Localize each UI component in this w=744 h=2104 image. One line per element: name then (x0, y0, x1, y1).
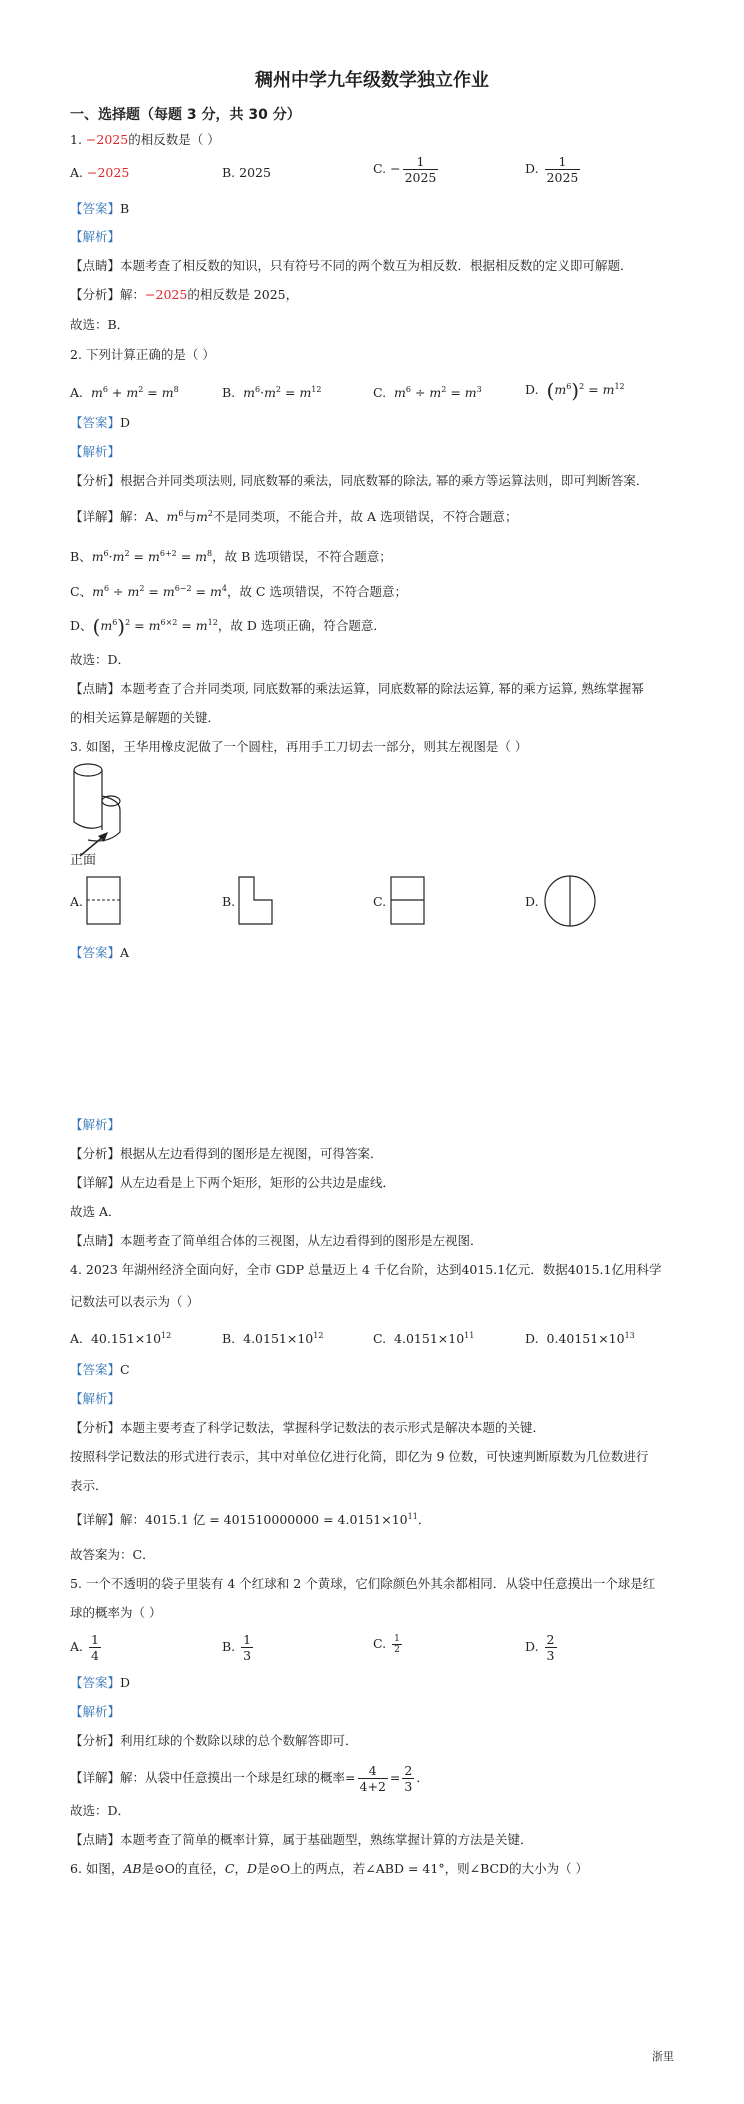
q2-analysis-tag: 【解析】 (70, 444, 121, 459)
q3-option-b: B. (222, 894, 236, 909)
q5-detail: 【详解】解：从袋中任意摸出一个球是红球的概率= $\frac{4}{4+2}$ = $\frac{2}{3}$ ． (70, 1763, 429, 1794)
q3-stem: 3. 如图，王华用橡皮泥做了一个圆柱，再用手工刀切去一部分，则其左视图是（ ） (70, 739, 528, 754)
q3-analysis-tag: 【解析】 (70, 1117, 121, 1132)
q5-analysis-tag: 【解析】 (70, 1704, 121, 1719)
q1-option-d: D. $\frac{1}{2025}$ (525, 154, 579, 185)
q2-comment-1: 【点睛】本题考查了合并同类项, 同底数幂的乘法运算，同底数幂的除法运算, 幂的乘方运算, 熟练掌握幂 (70, 681, 644, 696)
q5-fenxi: 【分析】利用红球的个数除以球的总个数解答即可． (70, 1733, 358, 1748)
q1-comment: 【点睛】本题考查了相反数的知识，只有符号不同的两个数互为相反数．根据相反数的定义即可解题． (70, 258, 633, 273)
section-heading: 一、选择题（每题 3 分，共 30 分） (70, 107, 301, 123)
q3-option-d: D. (525, 894, 539, 909)
q4-option-a: A. $40.151\times 10^{12}$ (70, 1331, 172, 1347)
q4-answer: 【答案】C (70, 1362, 130, 1377)
q2-detail-a: 【详解】解：A、$m^6$与$m^2$不是同类项，不能合并，故 A 选项错误，不符合题意； (70, 509, 518, 525)
q3-fenxi: 【分析】根据从左边看得到的图形是左视图，可得答案． (70, 1146, 383, 1161)
q3-figure-d (543, 874, 597, 928)
q4-detail: 【详解】解：4015.1 亿 = $401510000000 = 4.0151\times 10^{11}$． (70, 1512, 431, 1528)
q3-option-a: A. (70, 894, 84, 909)
q2-answer: 【答案】D (70, 415, 131, 430)
q3-comment: 【点睛】本题考查了简单组合体的三视图，从左边看得到的图形是左视图． (70, 1233, 483, 1248)
q6-stem: 6. 如图，AB是⊙O的直径，C，D是⊙O上的两点，若∠ABD = 41°，则∠BCD的大小为（ ） (70, 1861, 589, 1876)
q2-detail-b: B、$m^6\cdot m^2 = m^{6+2} = m^8$，故 B 选项错误，不符合题意； (70, 549, 392, 565)
q5-stem-1: 5. 一个不透明的袋子里装有 4 个红球和 2 个黄球，它们除颜色外其余都相同．从袋中任意摸出一个球是红 (70, 1576, 656, 1591)
q2-fenxi: 【分析】根据合并同类项法则, 同底数幂的乘法，同底数幂的除法, 幂的乘方等运算法则，即可判断答案． (70, 473, 649, 488)
q5-answer: 【答案】D (70, 1675, 131, 1690)
q4-stem-1: 4. 2023 年湖州经济全面向好，全市 GDP 总量迈上 4 千亿台阶，达到4015.1亿元．数据4015.1亿用科学 (70, 1262, 662, 1277)
q4-fenxi-3: 表示． (70, 1478, 108, 1493)
q4-fenxi-1: 【分析】本题主要考查了科学记数法，掌握科学记数法的表示形式是解决本题的关键． (70, 1420, 546, 1435)
q4-option-c: C. $4.0151\times 10^{11}$ (373, 1331, 475, 1347)
q1-stem: 1. −2025的相反数是（ ） (70, 132, 220, 147)
q2-comment-2: 的相关运算是解题的关键． (70, 710, 221, 725)
q3-figure-c (390, 876, 426, 926)
page-title: 稠州中学九年级数学独立作业 (255, 70, 489, 91)
q5-conclusion: 故选：D． (70, 1803, 131, 1818)
q1-option-a: A. −2025 (70, 165, 130, 180)
q4-conclusion: 故答案为：C． (70, 1547, 155, 1562)
front-label: 正面 (70, 853, 97, 868)
q1-value: −2025 (85, 132, 129, 147)
q1-conclusion: 故选：B． (70, 317, 130, 332)
q3-option-c: C. (373, 894, 387, 909)
q3-figure-b (238, 876, 278, 926)
q3-conclusion: 故选 A． (70, 1204, 121, 1219)
q4-analysis-tag: 【解析】 (70, 1391, 121, 1406)
q4-stem-2: 记数法可以表示为（ ） (70, 1294, 199, 1309)
q3-figure-a (86, 876, 122, 926)
q5-option-c: C. $\frac{1}{2}$ (373, 1634, 400, 1655)
q1-option-b: B. 2025 (222, 165, 271, 180)
q5-stem-2: 球的概率为（ ） (70, 1605, 162, 1620)
q2-option-d: D. $(m^6)^2 = m^{12}$ (525, 378, 625, 403)
q3-detail: 【详解】从左边看是上下两个矩形，矩形的公共边是虚线． (70, 1175, 396, 1190)
q4-option-d: D. $0.40151\times 10^{13}$ (525, 1331, 635, 1347)
q2-detail-c: C、$m^6 \div m^2 = m^{6-2} = m^4$，故 C 选项错误，不符合题意； (70, 584, 407, 600)
q1-analysis-tag: 【解析】 (70, 229, 121, 244)
q2-option-a: A. $m^6 + m^2 = m^8$ (70, 385, 179, 401)
q1-option-c: C. − $\frac{1}{2025}$ (373, 154, 437, 185)
page-footer: 浙里 (652, 2050, 674, 2063)
q2-conclusion: 故选：D． (70, 652, 131, 667)
q5-option-a: A. $\frac{1}{4}$ (70, 1632, 99, 1663)
q1-answer: 【答案】B (70, 201, 130, 216)
q2-stem: 2. 下列计算正确的是（ ） (70, 347, 215, 362)
q4-fenxi-2: 按照科学记数法的形式进行表示，其中对单位亿进行化简，即亿为 9 位数，可快速判断原数为几位数进行 (70, 1449, 649, 1464)
q2-detail-d: D、$(m^6)^2 = m^{6\times 2} = m^{12}$，故 D 选项正确，符合题意． (70, 614, 386, 639)
q2-option-c: C. $m^6 \div m^2 = m^3$ (373, 385, 482, 401)
q5-comment: 【点睛】本题考查了简单的概率计算，属于基础题型，熟练掌握计算的方法是关键． (70, 1832, 533, 1847)
q5-option-b: B. $\frac{1}{3}$ (222, 1632, 252, 1663)
q5-option-d: D. $\frac{2}{3}$ (525, 1632, 555, 1663)
q3-answer: 【答案】A (70, 945, 130, 960)
q1-fenxi: 【分析】解：−2025的相反数是 2025， (70, 287, 299, 302)
q2-option-b: B. $m^6\cdot m^2 = m^{12}$ (222, 385, 322, 401)
q4-option-b: B. $4.0151\times 10^{12}$ (222, 1331, 324, 1347)
